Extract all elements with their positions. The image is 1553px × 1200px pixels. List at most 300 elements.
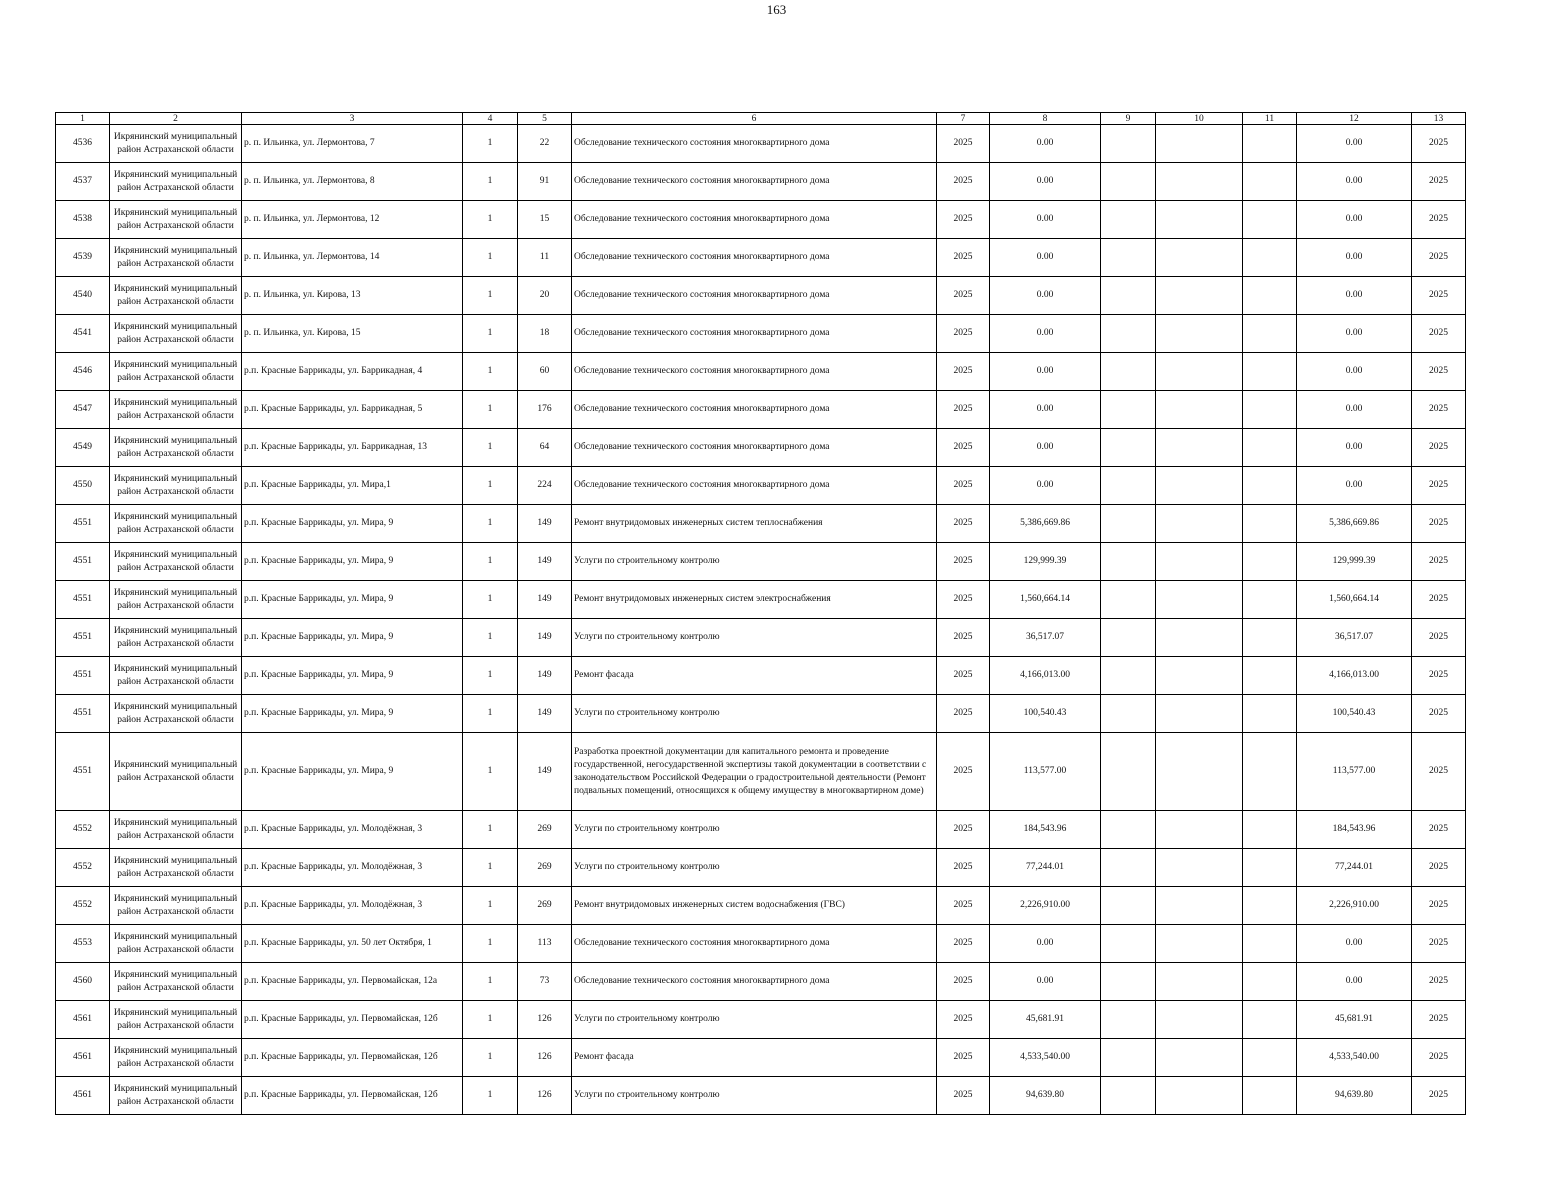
municipality-cell: Икрянинский муниципальный район Астраханской области bbox=[110, 353, 242, 391]
fund-cost-cell: 129,999.39 bbox=[1297, 543, 1412, 581]
address-cell: р.п. Красные Баррикады, ул. Первомайская, 12б bbox=[242, 1077, 463, 1115]
empty-cell bbox=[1156, 925, 1243, 963]
empty-cell bbox=[1101, 887, 1156, 925]
work-type-cell: Обследование технического состояния многоквартирного дома bbox=[572, 277, 937, 315]
empty-cell bbox=[1156, 467, 1243, 505]
address-cell: р. п. Ильинка, ул. Лермонтова, 12 bbox=[242, 201, 463, 239]
municipality-cell: Икрянинский муниципальный район Астраханской области bbox=[110, 657, 242, 695]
empty-cell bbox=[1156, 811, 1243, 849]
municipality-cell: Икрянинский муниципальный район Астраханской области bbox=[110, 467, 242, 505]
empty-cell bbox=[1156, 239, 1243, 277]
year-cell: 2025 bbox=[937, 1039, 990, 1077]
apartments-cell: 91 bbox=[518, 163, 572, 201]
table-row bbox=[56, 277, 1466, 315]
fund-cost-cell: 4,166,013.00 bbox=[1297, 657, 1412, 695]
apartments-cell: 149 bbox=[518, 619, 572, 657]
cost-cell: 0.00 bbox=[990, 163, 1101, 201]
empty-cell bbox=[1156, 1077, 1243, 1115]
completion-year-cell: 2025 bbox=[1412, 925, 1466, 963]
empty-cell bbox=[1156, 543, 1243, 581]
empty-cell bbox=[1156, 315, 1243, 353]
apartments-cell: 149 bbox=[518, 543, 572, 581]
count-cell: 1 bbox=[463, 619, 518, 657]
year-cell: 2025 bbox=[937, 543, 990, 581]
cost-cell: 1,560,664.14 bbox=[990, 581, 1101, 619]
work-type-cell: Обследование технического состояния многоквартирного дома bbox=[572, 315, 937, 353]
empty-cell bbox=[1243, 887, 1297, 925]
table-row bbox=[56, 1077, 1466, 1115]
fund-cost-cell: 0.00 bbox=[1297, 201, 1412, 239]
municipality-cell: Икрянинский муниципальный район Астраханской области bbox=[110, 887, 242, 925]
completion-year-cell: 2025 bbox=[1412, 429, 1466, 467]
cost-cell: 184,543.96 bbox=[990, 811, 1101, 849]
empty-cell bbox=[1156, 887, 1243, 925]
empty-cell bbox=[1101, 1001, 1156, 1039]
municipality-cell: Икрянинский муниципальный район Астраханской области bbox=[110, 163, 242, 201]
column-header: 6 bbox=[572, 113, 937, 125]
work-type-cell: Обследование технического состояния многоквартирного дома bbox=[572, 353, 937, 391]
house-id-cell: 4551 bbox=[56, 619, 110, 657]
count-cell: 1 bbox=[463, 695, 518, 733]
empty-cell bbox=[1156, 277, 1243, 315]
empty-cell bbox=[1243, 239, 1297, 277]
count-cell: 1 bbox=[463, 887, 518, 925]
empty-cell bbox=[1101, 1039, 1156, 1077]
empty-cell bbox=[1101, 543, 1156, 581]
fund-cost-cell: 0.00 bbox=[1297, 239, 1412, 277]
fund-cost-cell: 0.00 bbox=[1297, 467, 1412, 505]
year-cell: 2025 bbox=[937, 733, 990, 811]
completion-year-cell: 2025 bbox=[1412, 1001, 1466, 1039]
page-number: 163 bbox=[766, 2, 787, 17]
year-cell: 2025 bbox=[937, 925, 990, 963]
municipality-cell: Икрянинский муниципальный район Астраханской области bbox=[110, 849, 242, 887]
empty-cell bbox=[1243, 467, 1297, 505]
year-cell: 2025 bbox=[937, 1001, 990, 1039]
municipality-cell: Икрянинский муниципальный район Астраханской области bbox=[110, 239, 242, 277]
count-cell: 1 bbox=[463, 581, 518, 619]
apartments-cell: 126 bbox=[518, 1001, 572, 1039]
year-cell: 2025 bbox=[937, 125, 990, 163]
empty-cell bbox=[1243, 1001, 1297, 1039]
work-type-cell: Обследование технического состояния многоквартирного дома bbox=[572, 429, 937, 467]
year-cell: 2025 bbox=[937, 467, 990, 505]
house-id-cell: 4552 bbox=[56, 887, 110, 925]
empty-cell bbox=[1156, 353, 1243, 391]
municipality-cell: Икрянинский муниципальный район Астраханской области bbox=[110, 695, 242, 733]
year-cell: 2025 bbox=[937, 581, 990, 619]
year-cell: 2025 bbox=[937, 1077, 990, 1115]
cost-cell: 100,540.43 bbox=[990, 695, 1101, 733]
fund-cost-cell: 0.00 bbox=[1297, 391, 1412, 429]
table-row bbox=[56, 239, 1466, 277]
work-type-cell: Ремонт фасада bbox=[572, 1039, 937, 1077]
empty-cell bbox=[1243, 657, 1297, 695]
empty-cell bbox=[1243, 1039, 1297, 1077]
year-cell: 2025 bbox=[937, 163, 990, 201]
work-type-cell: Услуги по строительному контролю bbox=[572, 543, 937, 581]
apartments-cell: 269 bbox=[518, 849, 572, 887]
municipality-cell: Икрянинский муниципальный район Астраханской области bbox=[110, 963, 242, 1001]
column-header: 7 bbox=[937, 113, 990, 125]
address-cell: р.п. Красные Баррикады, ул. Мира, 9 bbox=[242, 581, 463, 619]
empty-cell bbox=[1243, 849, 1297, 887]
count-cell: 1 bbox=[463, 429, 518, 467]
empty-cell bbox=[1243, 543, 1297, 581]
cost-cell: 0.00 bbox=[990, 429, 1101, 467]
empty-cell bbox=[1243, 125, 1297, 163]
cost-cell: 0.00 bbox=[990, 277, 1101, 315]
empty-cell bbox=[1101, 467, 1156, 505]
house-id-cell: 4539 bbox=[56, 239, 110, 277]
cost-cell: 94,639.80 bbox=[990, 1077, 1101, 1115]
empty-cell bbox=[1156, 849, 1243, 887]
year-cell: 2025 bbox=[937, 887, 990, 925]
table-row bbox=[56, 429, 1466, 467]
count-cell: 1 bbox=[463, 1001, 518, 1039]
count-cell: 1 bbox=[463, 849, 518, 887]
work-type-cell: Обследование технического состояния многоквартирного дома bbox=[572, 239, 937, 277]
fund-cost-cell: 4,533,540.00 bbox=[1297, 1039, 1412, 1077]
apartments-cell: 15 bbox=[518, 201, 572, 239]
empty-cell bbox=[1101, 733, 1156, 811]
municipality-cell: Икрянинский муниципальный район Астраханской области bbox=[110, 619, 242, 657]
completion-year-cell: 2025 bbox=[1412, 963, 1466, 1001]
completion-year-cell: 2025 bbox=[1412, 733, 1466, 811]
count-cell: 1 bbox=[463, 315, 518, 353]
count-cell: 1 bbox=[463, 925, 518, 963]
apartments-cell: 20 bbox=[518, 277, 572, 315]
completion-year-cell: 2025 bbox=[1412, 391, 1466, 429]
house-id-cell: 4536 bbox=[56, 125, 110, 163]
house-id-cell: 4552 bbox=[56, 849, 110, 887]
cost-cell: 4,533,540.00 bbox=[990, 1039, 1101, 1077]
house-id-cell: 4550 bbox=[56, 467, 110, 505]
empty-cell bbox=[1101, 695, 1156, 733]
house-id-cell: 4551 bbox=[56, 543, 110, 581]
apartments-cell: 73 bbox=[518, 963, 572, 1001]
year-cell: 2025 bbox=[937, 619, 990, 657]
empty-cell bbox=[1243, 695, 1297, 733]
table-row bbox=[56, 505, 1466, 543]
completion-year-cell: 2025 bbox=[1412, 505, 1466, 543]
address-cell: р.п. Красные Баррикады, ул. Баррикадная, 5 bbox=[242, 391, 463, 429]
house-id-cell: 4553 bbox=[56, 925, 110, 963]
cost-cell: 0.00 bbox=[990, 125, 1101, 163]
empty-cell bbox=[1156, 963, 1243, 1001]
column-header: 9 bbox=[1101, 113, 1156, 125]
house-id-cell: 4561 bbox=[56, 1039, 110, 1077]
empty-cell bbox=[1243, 963, 1297, 1001]
table-row bbox=[56, 1001, 1466, 1039]
fund-cost-cell: 0.00 bbox=[1297, 963, 1412, 1001]
count-cell: 1 bbox=[463, 1039, 518, 1077]
apartments-cell: 269 bbox=[518, 887, 572, 925]
empty-cell bbox=[1156, 619, 1243, 657]
count-cell: 1 bbox=[463, 239, 518, 277]
apartments-cell: 60 bbox=[518, 353, 572, 391]
cost-cell: 0.00 bbox=[990, 315, 1101, 353]
completion-year-cell: 2025 bbox=[1412, 201, 1466, 239]
cost-cell: 0.00 bbox=[990, 201, 1101, 239]
address-cell: р. п. Ильинка, ул. Лермонтова, 14 bbox=[242, 239, 463, 277]
house-id-cell: 4540 bbox=[56, 277, 110, 315]
count-cell: 1 bbox=[463, 657, 518, 695]
completion-year-cell: 2025 bbox=[1412, 619, 1466, 657]
work-type-cell: Услуги по строительному контролю bbox=[572, 811, 937, 849]
house-id-cell: 4560 bbox=[56, 963, 110, 1001]
address-cell: р.п. Красные Баррикады, ул. Мира, 9 bbox=[242, 505, 463, 543]
table-row bbox=[56, 315, 1466, 353]
year-cell: 2025 bbox=[937, 963, 990, 1001]
work-type-cell: Услуги по строительному контролю bbox=[572, 1001, 937, 1039]
address-cell: р. п. Ильинка, ул. Лермонтова, 7 bbox=[242, 125, 463, 163]
empty-cell bbox=[1101, 315, 1156, 353]
table-row bbox=[56, 925, 1466, 963]
apartments-cell: 176 bbox=[518, 391, 572, 429]
empty-cell bbox=[1156, 125, 1243, 163]
completion-year-cell: 2025 bbox=[1412, 467, 1466, 505]
house-id-cell: 4561 bbox=[56, 1077, 110, 1115]
cost-cell: 0.00 bbox=[990, 963, 1101, 1001]
year-cell: 2025 bbox=[937, 849, 990, 887]
municipality-cell: Икрянинский муниципальный район Астраханской области bbox=[110, 315, 242, 353]
cost-cell: 2,226,910.00 bbox=[990, 887, 1101, 925]
column-header: 13 bbox=[1412, 113, 1466, 125]
apartments-cell: 269 bbox=[518, 811, 572, 849]
count-cell: 1 bbox=[463, 277, 518, 315]
house-id-cell: 4551 bbox=[56, 695, 110, 733]
table-row bbox=[56, 467, 1466, 505]
house-id-cell: 4552 bbox=[56, 811, 110, 849]
empty-cell bbox=[1243, 201, 1297, 239]
municipality-cell: Икрянинский муниципальный район Астраханской области bbox=[110, 1001, 242, 1039]
fund-cost-cell: 0.00 bbox=[1297, 429, 1412, 467]
municipality-cell: Икрянинский муниципальный район Астраханской области bbox=[110, 543, 242, 581]
house-id-cell: 4549 bbox=[56, 429, 110, 467]
column-header: 2 bbox=[110, 113, 242, 125]
cost-cell: 5,386,669.86 bbox=[990, 505, 1101, 543]
fund-cost-cell: 0.00 bbox=[1297, 163, 1412, 201]
empty-cell bbox=[1243, 391, 1297, 429]
empty-cell bbox=[1101, 277, 1156, 315]
address-cell: р. п. Ильинка, ул. Лермонтова, 8 bbox=[242, 163, 463, 201]
fund-cost-cell: 0.00 bbox=[1297, 353, 1412, 391]
count-cell: 1 bbox=[463, 1077, 518, 1115]
table-row bbox=[56, 201, 1466, 239]
municipality-cell: Икрянинский муниципальный район Астраханской области bbox=[110, 811, 242, 849]
municipality-cell: Икрянинский муниципальный район Астраханской области bbox=[110, 429, 242, 467]
completion-year-cell: 2025 bbox=[1412, 543, 1466, 581]
fund-cost-cell: 184,543.96 bbox=[1297, 811, 1412, 849]
work-type-cell: Обследование технического состояния многоквартирного дома bbox=[572, 391, 937, 429]
empty-cell bbox=[1156, 391, 1243, 429]
table-row bbox=[56, 619, 1466, 657]
address-cell: р.п. Красные Баррикады, ул. Мира, 9 bbox=[242, 543, 463, 581]
fund-cost-cell: 0.00 bbox=[1297, 315, 1412, 353]
empty-cell bbox=[1101, 125, 1156, 163]
apartments-cell: 149 bbox=[518, 657, 572, 695]
year-cell: 2025 bbox=[937, 277, 990, 315]
table-row bbox=[56, 963, 1466, 1001]
work-type-cell: Обследование технического состояния многоквартирного дома bbox=[572, 925, 937, 963]
house-id-cell: 4551 bbox=[56, 733, 110, 811]
year-cell: 2025 bbox=[937, 811, 990, 849]
fund-cost-cell: 1,560,664.14 bbox=[1297, 581, 1412, 619]
house-id-cell: 4538 bbox=[56, 201, 110, 239]
table-row bbox=[56, 1039, 1466, 1077]
registry-table bbox=[55, 112, 1466, 1115]
empty-cell bbox=[1243, 1077, 1297, 1115]
work-type-cell: Обследование технического состояния многоквартирного дома bbox=[572, 163, 937, 201]
empty-cell bbox=[1243, 619, 1297, 657]
completion-year-cell: 2025 bbox=[1412, 353, 1466, 391]
table-row bbox=[56, 657, 1466, 695]
address-cell: р. п. Ильинка, ул. Кирова, 13 bbox=[242, 277, 463, 315]
completion-year-cell: 2025 bbox=[1412, 315, 1466, 353]
cost-cell: 4,166,013.00 bbox=[990, 657, 1101, 695]
empty-cell bbox=[1243, 505, 1297, 543]
empty-cell bbox=[1156, 581, 1243, 619]
fund-cost-cell: 0.00 bbox=[1297, 925, 1412, 963]
municipality-cell: Икрянинский муниципальный район Астраханской области bbox=[110, 505, 242, 543]
fund-cost-cell: 0.00 bbox=[1297, 125, 1412, 163]
address-cell: р.п. Красные Баррикады, ул. Мира, 9 bbox=[242, 657, 463, 695]
municipality-cell: Икрянинский муниципальный район Астраханской области bbox=[110, 391, 242, 429]
address-cell: р.п. Красные Баррикады, ул. 50 лет Октября, 1 bbox=[242, 925, 463, 963]
completion-year-cell: 2025 bbox=[1412, 125, 1466, 163]
completion-year-cell: 2025 bbox=[1412, 887, 1466, 925]
year-cell: 2025 bbox=[937, 315, 990, 353]
count-cell: 1 bbox=[463, 201, 518, 239]
count-cell: 1 bbox=[463, 811, 518, 849]
municipality-cell: Икрянинский муниципальный район Астраханской области bbox=[110, 1039, 242, 1077]
house-id-cell: 4551 bbox=[56, 657, 110, 695]
cost-cell: 0.00 bbox=[990, 239, 1101, 277]
fund-cost-cell: 100,540.43 bbox=[1297, 695, 1412, 733]
cost-cell: 0.00 bbox=[990, 925, 1101, 963]
count-cell: 1 bbox=[463, 467, 518, 505]
column-header: 11 bbox=[1243, 113, 1297, 125]
work-type-cell: Ремонт внутридомовых инженерных систем водоснабжения (ГВС) bbox=[572, 887, 937, 925]
year-cell: 2025 bbox=[937, 201, 990, 239]
empty-cell bbox=[1243, 733, 1297, 811]
address-cell: р.п. Красные Баррикады, ул. Баррикадная, 4 bbox=[242, 353, 463, 391]
municipality-cell: Икрянинский муниципальный район Астраханской области bbox=[110, 277, 242, 315]
work-type-cell: Обследование технического состояния многоквартирного дома bbox=[572, 201, 937, 239]
cost-cell: 0.00 bbox=[990, 467, 1101, 505]
work-type-cell: Обследование технического состояния многоквартирного дома bbox=[572, 467, 937, 505]
completion-year-cell: 2025 bbox=[1412, 1039, 1466, 1077]
house-id-cell: 4547 bbox=[56, 391, 110, 429]
address-cell: р.п. Красные Баррикады, ул. Молодёжная, 3 bbox=[242, 849, 463, 887]
year-cell: 2025 bbox=[937, 429, 990, 467]
table-row bbox=[56, 887, 1466, 925]
empty-cell bbox=[1101, 239, 1156, 277]
empty-cell bbox=[1243, 581, 1297, 619]
table-row bbox=[56, 163, 1466, 201]
house-id-cell: 4546 bbox=[56, 353, 110, 391]
house-id-cell: 4541 bbox=[56, 315, 110, 353]
count-cell: 1 bbox=[463, 963, 518, 1001]
empty-cell bbox=[1101, 391, 1156, 429]
count-cell: 1 bbox=[463, 543, 518, 581]
municipality-cell: Икрянинский муниципальный район Астраханской области bbox=[110, 125, 242, 163]
work-type-cell: Обследование технического состояния многоквартирного дома bbox=[572, 963, 937, 1001]
year-cell: 2025 bbox=[937, 353, 990, 391]
column-number-row bbox=[56, 113, 1466, 125]
cost-cell: 36,517.07 bbox=[990, 619, 1101, 657]
apartments-cell: 149 bbox=[518, 733, 572, 811]
empty-cell bbox=[1101, 619, 1156, 657]
apartments-cell: 126 bbox=[518, 1039, 572, 1077]
year-cell: 2025 bbox=[937, 505, 990, 543]
empty-cell bbox=[1156, 1001, 1243, 1039]
address-cell: р.п. Красные Баррикады, ул. Молодёжная, 3 bbox=[242, 811, 463, 849]
apartments-cell: 18 bbox=[518, 315, 572, 353]
column-header: 1 bbox=[56, 113, 110, 125]
apartments-cell: 113 bbox=[518, 925, 572, 963]
address-cell: р.п. Красные Баррикады, ул. Молодёжная, 3 bbox=[242, 887, 463, 925]
empty-cell bbox=[1101, 201, 1156, 239]
completion-year-cell: 2025 bbox=[1412, 849, 1466, 887]
empty-cell bbox=[1243, 315, 1297, 353]
address-cell: р.п. Красные Баррикады, ул. Мира, 9 bbox=[242, 733, 463, 811]
work-type-cell: Услуги по строительному контролю bbox=[572, 619, 937, 657]
empty-cell bbox=[1101, 505, 1156, 543]
apartments-cell: 22 bbox=[518, 125, 572, 163]
fund-cost-cell: 45,681.91 bbox=[1297, 1001, 1412, 1039]
fund-cost-cell: 5,386,669.86 bbox=[1297, 505, 1412, 543]
table-row bbox=[56, 733, 1466, 811]
fund-cost-cell: 113,577.00 bbox=[1297, 733, 1412, 811]
fund-cost-cell: 0.00 bbox=[1297, 277, 1412, 315]
house-id-cell: 4537 bbox=[56, 163, 110, 201]
year-cell: 2025 bbox=[937, 657, 990, 695]
work-type-cell: Разработка проектной документации для капитального ремонта и проведение государственной, негосударственной экспертизы такой документации в соответствии с законодательством Российской Федерации о градостроительной деятельности (Ремонт подвальных помещений, относящихся к общему имуществу в многоквартирном доме) bbox=[572, 733, 937, 811]
empty-cell bbox=[1243, 429, 1297, 467]
house-id-cell: 4561 bbox=[56, 1001, 110, 1039]
completion-year-cell: 2025 bbox=[1412, 163, 1466, 201]
empty-cell bbox=[1101, 353, 1156, 391]
address-cell: р.п. Красные Баррикады, ул. Первомайская, 12б bbox=[242, 1001, 463, 1039]
count-cell: 1 bbox=[463, 125, 518, 163]
table-row bbox=[56, 543, 1466, 581]
work-type-cell: Ремонт внутридомовых инженерных систем электроснабжения bbox=[572, 581, 937, 619]
column-header: 12 bbox=[1297, 113, 1412, 125]
address-cell: р.п. Красные Баррикады, ул. Первомайская, 12а bbox=[242, 963, 463, 1001]
completion-year-cell: 2025 bbox=[1412, 657, 1466, 695]
address-cell: р.п. Красные Баррикады, ул. Первомайская, 12б bbox=[242, 1039, 463, 1077]
address-cell: р.п. Красные Баррикады, ул. Баррикадная, 13 bbox=[242, 429, 463, 467]
empty-cell bbox=[1101, 657, 1156, 695]
municipality-cell: Икрянинский муниципальный район Астраханской области bbox=[110, 581, 242, 619]
apartments-cell: 149 bbox=[518, 505, 572, 543]
completion-year-cell: 2025 bbox=[1412, 1077, 1466, 1115]
empty-cell bbox=[1156, 695, 1243, 733]
empty-cell bbox=[1101, 429, 1156, 467]
column-header: 3 bbox=[242, 113, 463, 125]
municipality-cell: Икрянинский муниципальный район Астраханской области bbox=[110, 733, 242, 811]
fund-cost-cell: 36,517.07 bbox=[1297, 619, 1412, 657]
completion-year-cell: 2025 bbox=[1412, 277, 1466, 315]
house-id-cell: 4551 bbox=[56, 505, 110, 543]
apartments-cell: 224 bbox=[518, 467, 572, 505]
table-row bbox=[56, 811, 1466, 849]
address-cell: р.п. Красные Баррикады, ул. Мира, 9 bbox=[242, 695, 463, 733]
work-type-cell: Обследование технического состояния многоквартирного дома bbox=[572, 125, 937, 163]
empty-cell bbox=[1243, 811, 1297, 849]
